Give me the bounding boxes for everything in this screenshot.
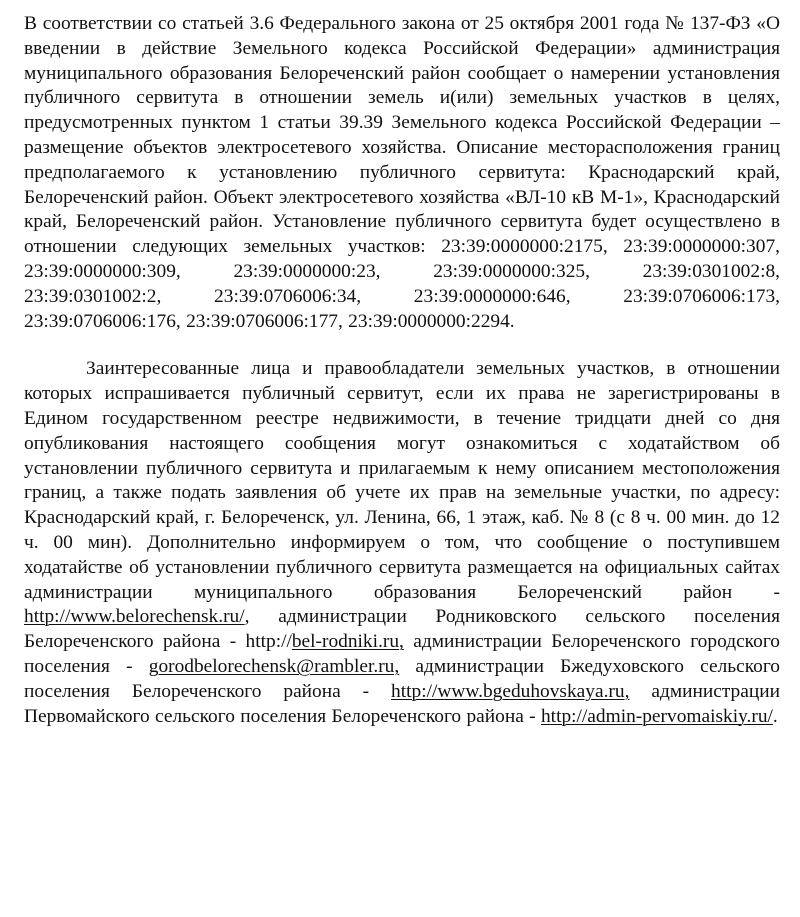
contacts-text: , администрации Родниковского сельского поселения Белореченского района - http://: [24, 606, 780, 653]
contacts-text: .: [772, 705, 778, 727]
contacts-text: администрации Первомайского сельского поселения Белореченского района -: [24, 680, 780, 727]
bgeduhovskaya-site-link[interactable]: http://www.bgeduhovskaya.ru,: [391, 680, 630, 702]
contacts-text: администрации Белореченского городского поселения -: [24, 631, 780, 677]
contacts-text: администрации Бжедуховского сельского поселения Белореченского района -: [24, 655, 780, 702]
admin-pervomaiskiy-site-link[interactable]: http://admin-pervomaiskiy.ru/: [540, 705, 773, 727]
paragraph-contacts: [24, 357, 780, 729]
bel-rodniki-site-link[interactable]: bel-rodniki.ru,: [291, 631, 404, 653]
gorodbelorechensk-email-link[interactable]: gorodbelorechensk@rambler.ru,: [148, 655, 400, 677]
contacts-text: Заинтересованные лица и правообладатели земельных участков, в отношении которых испрашивается публичный сервитут, если их права не зарегистрированы в Едином государственном реестре недвижимости, в течение тридцати дней со дня опубликования настоящего сообщения могут ознакомиться с ходатайством об установлении публичного сервитута и прилагаемым к нему описанием местоположения границ, а также подать заявления об учете их прав на земельные участки, по адресу: Краснодарский край, г. Белореченск, ул. Ленина, 66, 1 этаж, каб. № 8 (с 8 ч. 00 мин. до 12 ч. 00 мин). Дополнительно информируем о том, что сообщение о поступившем ходатайстве об установлении публичного сервитута размещается на официальных сайтах администрации муниципального образования Белореченский район -: [24, 358, 780, 603]
paragraph-notice: В соответствии со статьей 3.6 Федерального закона от 25 октября 2001 года № 137-ФЗ «О введении в действие Земельного кодекса Российской Федерации» администрация муниципального образования Белореченский район сообщает о намерении установления публичного сервитута в отношении земель и(или) земельных участков в целях, предусмотренных пунктом 1 статьи 39.39 Земельного кодекса Российской Федерации – размещение объектов электросетевого хозяйства. Описание месторасположения границ предполагаемого к установлению публичного сервитута: Краснодарский край, Белореченский район. Объект электросетевого хозяйства «ВЛ-10 кВ М-1», Краснодарский край, Белореченский район. Установление публичного сервитута будет осуществлено в отношении следующих земельных участков: 23:39:0000000:2175, 23:39:0000000:307, 23:39:0000000:309, 23:39:0000000:23, 23:39:0000000:325, 23:39:0301002:8, 23:39:0301002:2, 23:39:0706006:34, 23:39:0000000:646, 23:39:0706006:173, 23:39:0706006:176, 23:39:0706006:177, 23:39:0000000:2294.: [24, 13, 780, 332]
belorechensk-site-link[interactable]: http://www.belorechensk.ru/: [24, 606, 245, 628]
